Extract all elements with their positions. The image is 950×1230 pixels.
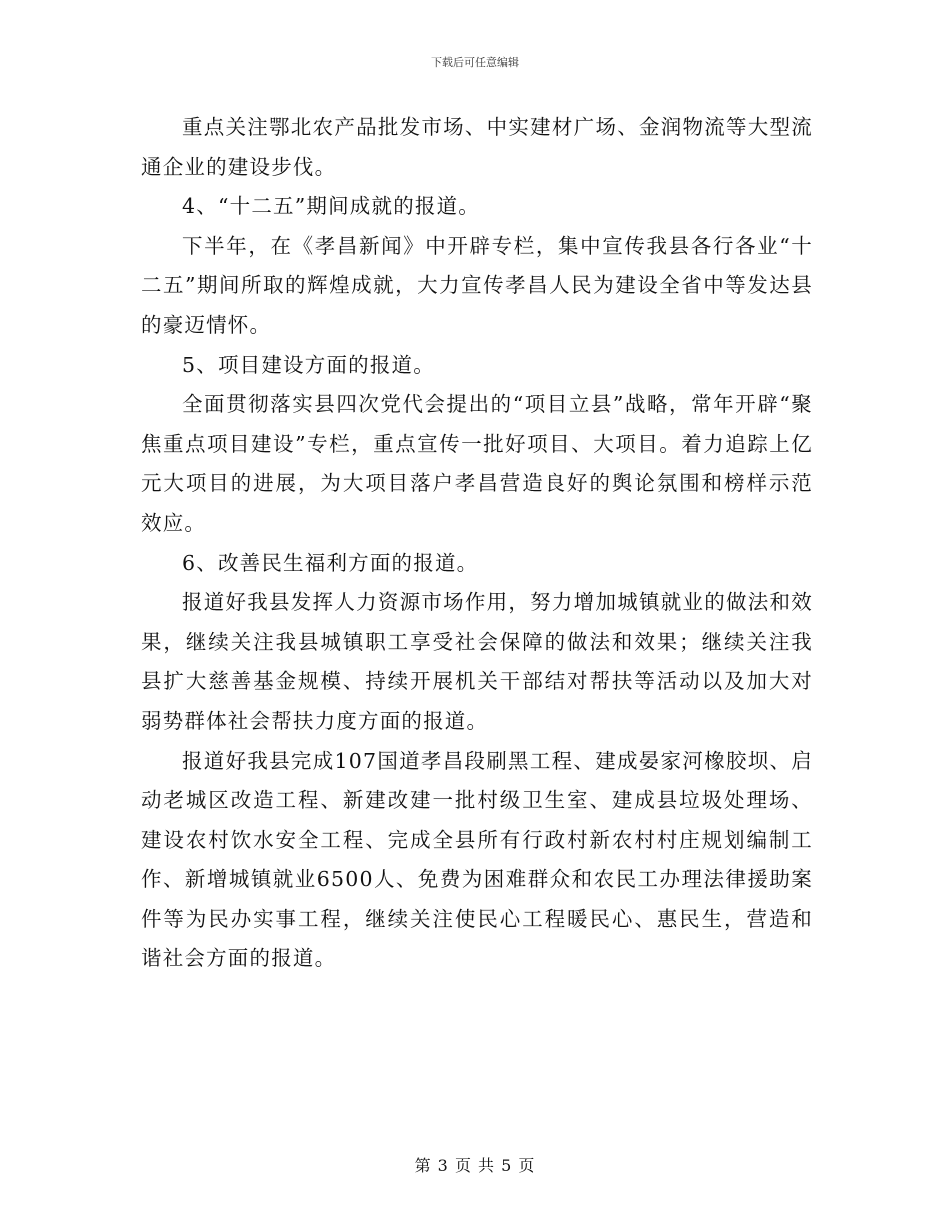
- section-heading: 4、“十二五”期间成就的报道。: [182, 194, 481, 219]
- page-footer: 第 3 页 共 5 页: [414, 1156, 536, 1175]
- paragraph: 报道好我县完成107国道孝昌段刷黑工程、建成晏家河橡胶坝、启动老城区改造工程、新建改建一批村级卫生室、建成县垃圾处理场、建设农村饮水安全工程、完成全县所有行政村新农村村庄规划编制工作、新增城镇就业6500人、免费为困难群众和农民工办理法律援助案件等为民办实事工程，继续关注使民心工程暖民心、惠民生，营造和谐社会方面的报道。: [141, 748, 813, 971]
- paragraph: 报道好我县发挥人力资源市场作用，努力增加城镇就业的做法和效果，继续关注我县城镇职工享受社会保障的做法和效果；继续关注我县扩大慈善基金规模、持续开展机关干部结对帮扶等活动以及加大对弱势群体社会帮扶力度方面的报道。: [141, 590, 813, 733]
- paragraph: 下半年，在《孝昌新闻》中开辟专栏，集中宣传我县各行各业“十二五”期间所取的辉煌成就，大力宣传孝昌人民为建设全省中等发达县的豪迈情怀。: [141, 233, 813, 337]
- document-body: [141, 108, 813, 979]
- paragraph: 全面贯彻落实县四次党代会提出的“项目立县”战略，常年开辟“聚焦重点项目建设”专栏，重点宣传一批好项目、大项目。着力追踪上亿元大项目的进展，为大项目落户孝昌营造良好的舆论氛围和榜样示范效应。: [141, 392, 813, 535]
- section-heading: 6、改善民生福利方面的报道。: [182, 550, 479, 575]
- page-header: 下载后可任意编辑: [431, 56, 519, 69]
- section-heading: 5、项目建设方面的报道。: [182, 352, 435, 377]
- paragraph: 重点关注鄂北农产品批发市场、中实建材广场、金润物流等大型流通企业的建设步伐。: [141, 115, 813, 179]
